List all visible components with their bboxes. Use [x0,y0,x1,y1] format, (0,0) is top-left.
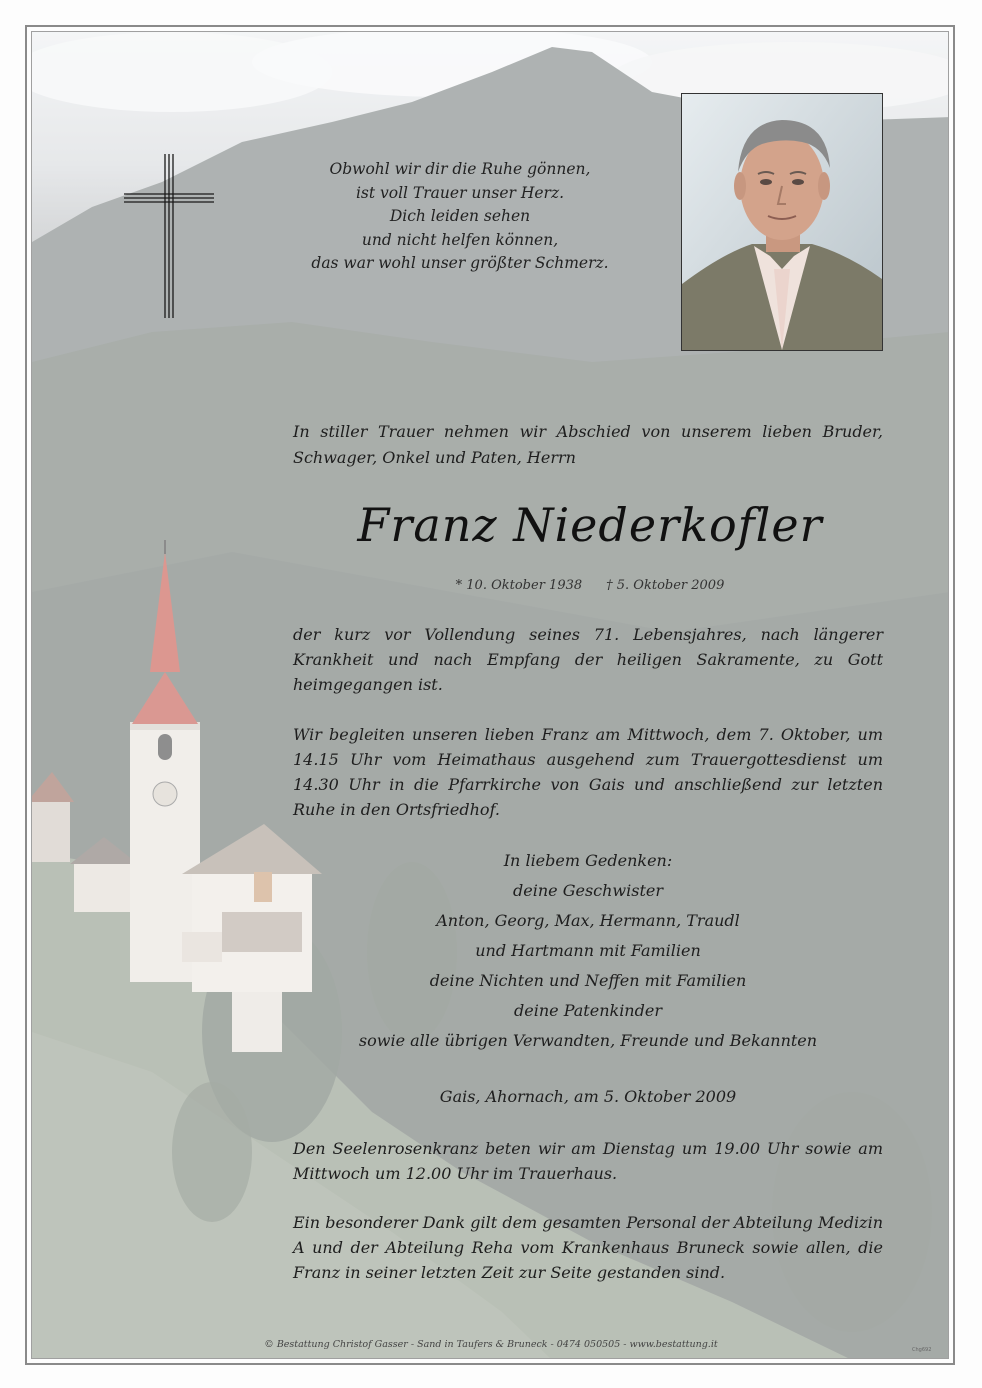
mourners-list [293,846,883,1056]
poem-line: und nicht helfen können, [361,230,559,249]
mourners-line: sowie alle übrigen Verwandten, Freunde und Bekannten [358,1031,818,1050]
poem-line: ist voll Trauer unser Herz. [355,183,565,202]
place-date: Gais, Ahornach, am 5. Oktober 2009 [439,1087,737,1106]
mourners-line: deine Nichten und Neffen mit Familien [429,971,747,990]
mourners-line: In liebem Gedenken: [503,851,673,870]
document-code: Chg692 [912,1347,932,1353]
paragraph-thanks: Ein besonderer Dank gilt dem gesamten Personal der Abteilung Medizin A und der Abteilung Reha vom Krankenhaus Bruneck sowie allen, die Franz in seiner letzten Zeit zur Seite gestanden sind. [293,1213,883,1282]
paragraph-passing: der kurz vor Vollendung seines 71. Lebensjahres, nach längerer Krankheit und nach Empfang der heiligen Sakramente, zu Gott heimgegangen ist. [293,625,883,694]
mourners-line: Anton, Georg, Max, Hermann, Traudl [436,911,740,930]
birth-date: * 10. Oktober 1938 [455,578,583,593]
poem-line: Obwohl wir dir die Ruhe gönnen, [329,160,591,178]
death-date: † 5. Oktober 2009 [606,578,725,593]
mourners-line: und Hartmann mit Familien [475,941,701,960]
portrait-photo [681,93,883,351]
paragraph-funeral: Wir begleiten unseren lieben Franz am Mittwoch, dem 7. Oktober, um 14.15 Uhr vom Heimathaus ausgehend zum Trauergottesdienst um 14.30 Uhr in die Pfarrkirche von Gais und anschließend zur letzten Ruhe in den Ortsfriedhof. [293,725,883,819]
mourners-line: deine Geschwister [513,881,663,900]
cross-icon [122,152,216,320]
intro-text: In stiller Trauer nehmen wir Abschied von unserem lieben Bruder, Schwager, Onkel und Paten, Herrn [293,422,883,467]
footer-credit: © Bestattung Christof Gasser - Sand in Taufers & Bruneck - 0474 050505 - www.bestattung.it [264,1339,718,1350]
life-dates [300,578,880,593]
deceased-name: Franz Niederkofler [357,498,823,552]
poem-line: Dich leiden sehen [389,207,531,225]
mourners-line: deine Patenkinder [514,1001,662,1020]
poem-line: das war wohl unser größter Schmerz. [311,254,609,272]
memorial-poem [280,158,640,276]
paragraph-rosary: Den Seelenrosenkranz beten wir am Dienstag um 19.00 Uhr sowie am Mittwoch um 12.00 Uhr im Trauerhaus. [293,1139,883,1183]
